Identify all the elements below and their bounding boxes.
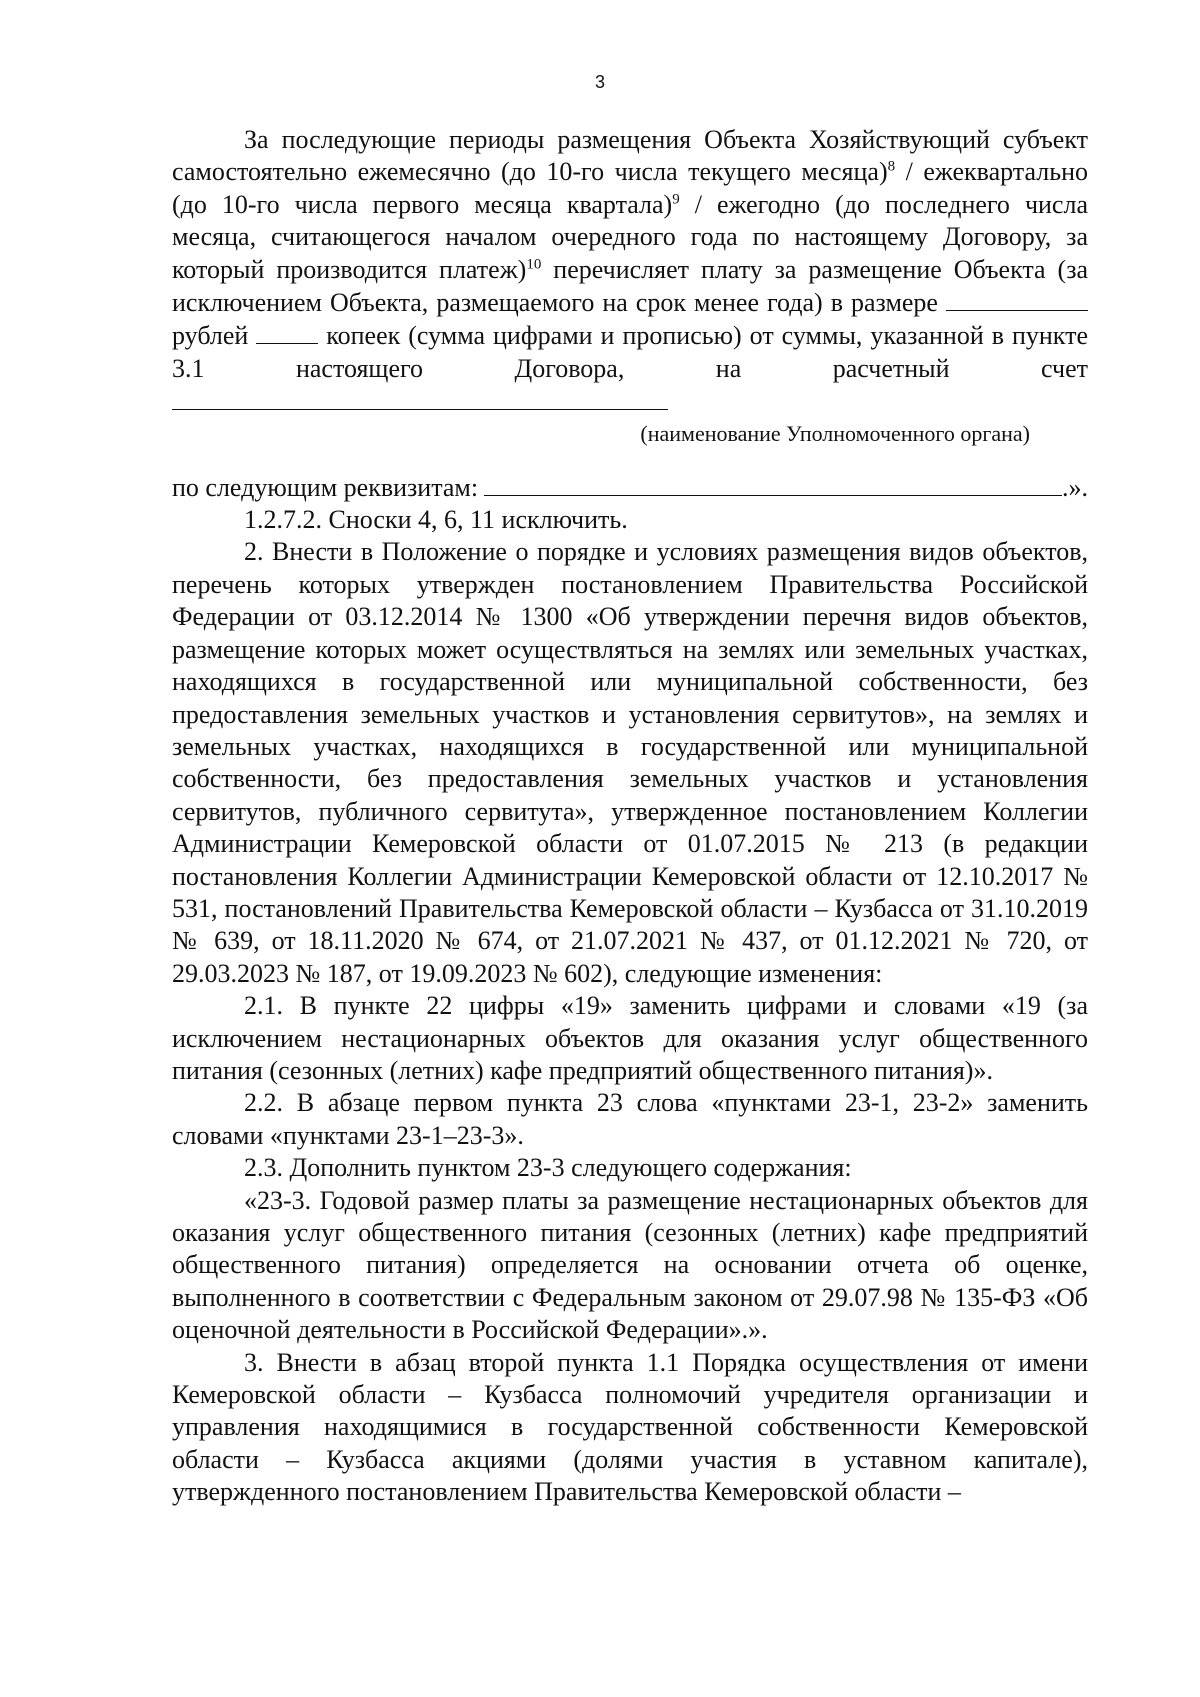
requisites-label: по следующим реквизитам: xyxy=(172,472,479,502)
kopecks-blank xyxy=(256,319,318,344)
paragraph-2: 2. Внести в Положение о порядке и условиях размещения видов объектов, перечень которых утвержден постановлением Правительства Российской Федерации от 03.12.2014 № 1300 «Об утверждении перечня видов объектов, размещение которых может осуществляться на землях или земельных участках, находящихся в государственной или муниципальной собственности, без предоставления земельных участков и установления сервитутов», на землях и земельных участках, находящихся в государственной или муниципальной собственности, без предоставления земельных участков и установления сервитутов, публичного сервитута», утвержденное постановлением Коллегии Администрации Кемеровской области от 01.07.2015 № 213 (в редакции постановления Коллегии Администрации Кемеровской области от 12.10.2017 № 531, постановлений Правительства Кемеровской области – Кузбасса от 31.10.2019 № 639, от 18.11.2020 № 674, от 21.07.2021 № 437, от 01.12.2021 № 720, от 29.03.2023 № 187, от 19.09.2023 № 602), следующие изменения: xyxy=(172,537,1088,988)
rubles-blank xyxy=(946,286,1088,311)
requisites-end: .». xyxy=(1062,472,1088,502)
paragraph-3: 3. Внести в абзац второй пункта 1.1 Порядка осуществления от имени Кемеровской области – Кузбасса полномочий учредителя организации и управления находящимися в государственной собственности Кемеровской области – Кузбасса акциями (долями участия в уставном капитале), утвержденного постановлением Правительства Кемеровской области – xyxy=(172,1347,1088,1507)
footnote-ref: 8 xyxy=(887,158,896,175)
document-body xyxy=(172,124,1088,1509)
blank-caption: (наименование Уполномоченного органа) xyxy=(640,420,1030,446)
footnote-ref: 10 xyxy=(526,255,542,272)
text-segment: / ежегодно (до последнего числа месяца, считающегося началом очередного года по настоящему Договору, за который производится платеж) xyxy=(172,189,1088,284)
account-blank xyxy=(172,385,668,410)
text-segment: копеек (сумма цифрами и прописью) от суммы, указанной в пункте 3.1 настоящего Договора, на расчетный счет xyxy=(172,321,1088,383)
footnote-ref: 9 xyxy=(672,191,680,208)
paragraph-2-3: 2.3. Дополнить пунктом 23-3 следующего содержания: xyxy=(244,1153,852,1183)
text-segment: За последующие периоды размещения Объекта Хозяйствующий субъект самостоятельно ежемесячно (до 10-го числа текущего месяца) xyxy=(172,125,1088,187)
page-number: 3 xyxy=(594,72,605,92)
requisites-line xyxy=(172,471,1088,504)
paragraph-1-2-7-2: 1.2.7.2. Сноски 4, 6, 11 исключить. xyxy=(244,505,628,535)
requisites-blank xyxy=(484,471,1062,496)
paragraph-2-1: 2.1. В пункте 22 цифры «19» заменить цифрами и словами «19 (за исключением нестационарных объектов для оказания услуг общественного питания (сезонных (летних) кафе предприятий общественного питания)». xyxy=(172,991,1088,1085)
text-segment: перечисляет плату за размещение Объекта (за исключением Объекта, размещаемого на срок менее года) в размере xyxy=(172,254,1089,318)
paragraph-23-3: «23-3. Годовой размер платы за размещение нестационарных объектов для оказания услуг общественного питания (сезонных (летних) кафе предприятий общественного питания) определяется на основании отчета об оценке, выполненного в соответствии с Федеральным законом от 29.07.98 № 135-ФЗ «Об оценочной деятельности в Российской Федерации».». xyxy=(172,1185,1088,1345)
paragraph-2-2: 2.2. В абзаце первом пункта 23 слова «пунктами 23-1, 23-2» заменить словами «пунктами 23-1–23-3». xyxy=(172,1088,1088,1150)
paragraph-payment-terms xyxy=(172,124,1088,419)
text-segment: / ежеквартально (до 10-го числа первого месяца квартала) xyxy=(172,157,1088,219)
text-segment: рублей xyxy=(172,321,257,351)
